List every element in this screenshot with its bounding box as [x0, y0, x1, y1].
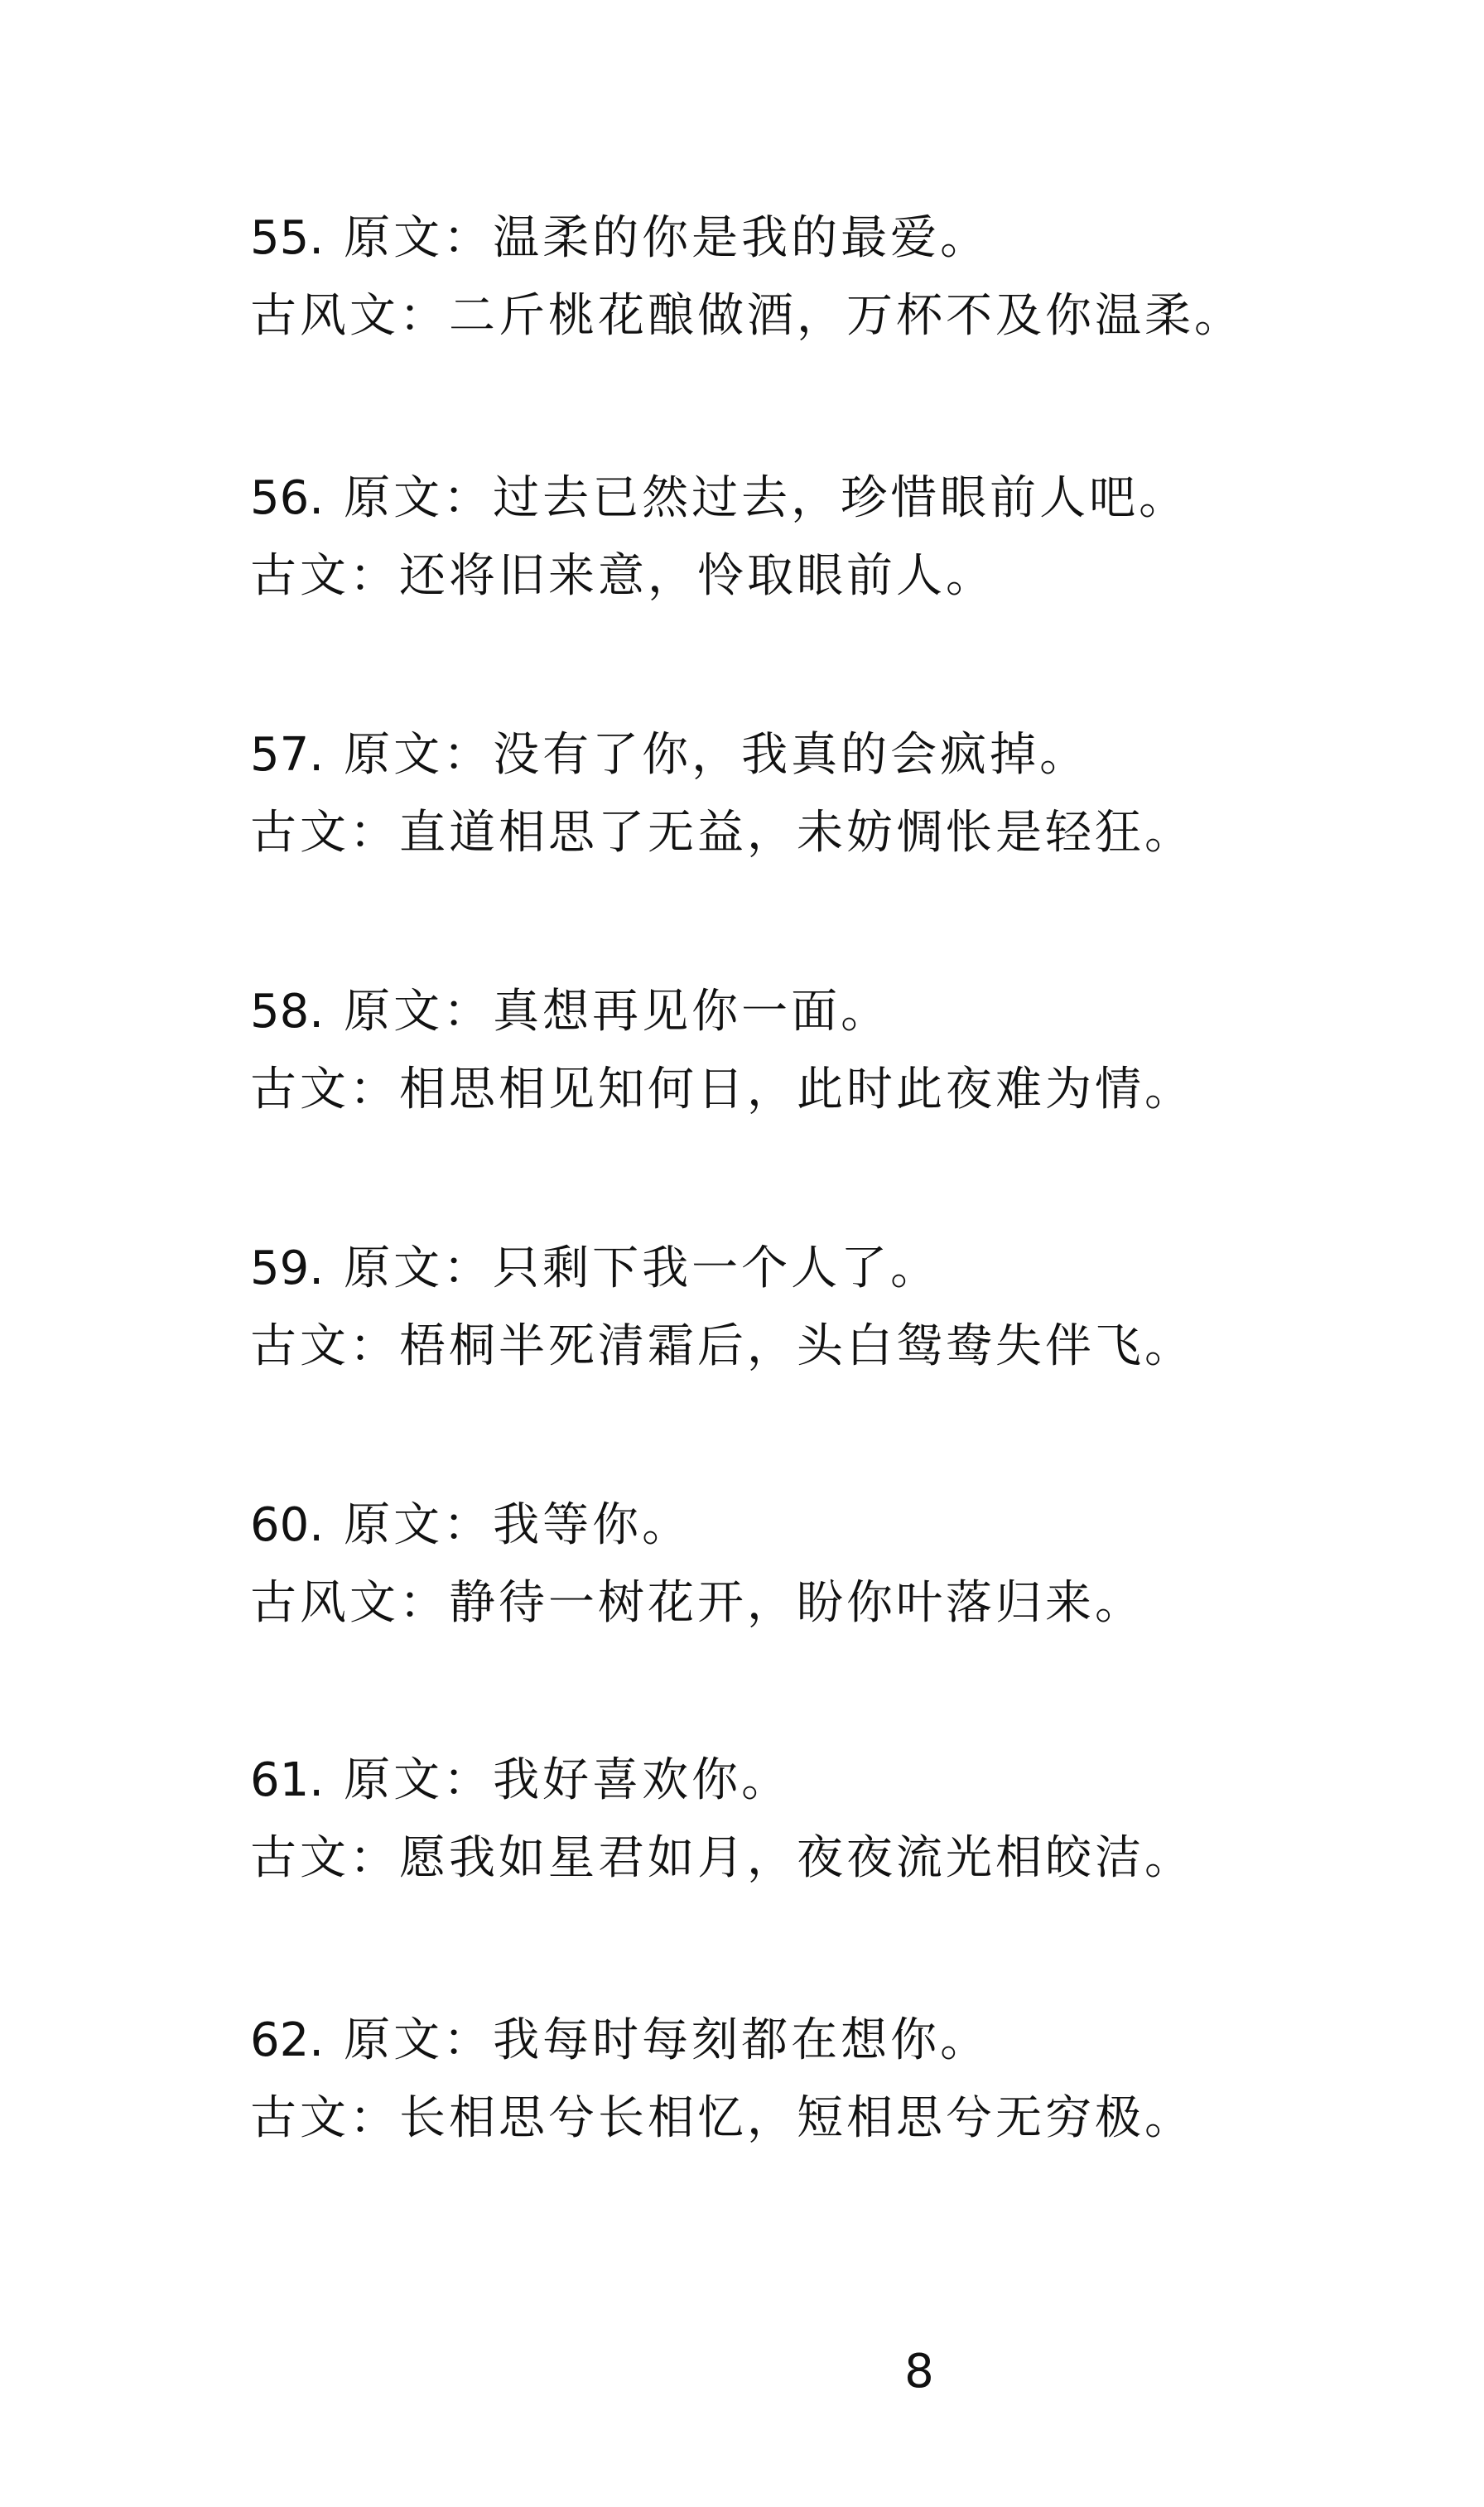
entry-number: 56.: [250, 471, 325, 525]
ancient-line: 古文：直道相思了无益，未妨惆怅是轻狂。: [250, 806, 1194, 860]
entry-number: 59.: [250, 1241, 325, 1295]
original-line: [250, 1751, 1443, 1810]
original-line: [250, 2011, 1443, 2071]
ancient-line: 古文：长相思兮长相忆，短相思兮无穷极。: [250, 2091, 1194, 2145]
entry-61: [250, 1751, 1443, 1888]
original-line: [250, 209, 1443, 268]
entry-62: [250, 2011, 1443, 2148]
ancient-line: 古文：梧桐半死清霜后，头白鸳鸯失伴飞。: [250, 1319, 1194, 1373]
entry-56: [250, 469, 1443, 606]
entry-60: [250, 1496, 1443, 1633]
original-text: 原文：只剩下我一个人了。: [344, 1241, 941, 1295]
ancient-line: 古文：还将旧来意，怜取眼前人。: [250, 549, 995, 603]
entry-number: 60.: [250, 1498, 325, 1552]
original-line: [250, 1496, 1443, 1555]
original-line: [250, 1239, 1443, 1299]
original-text: 原文：我好喜欢你。: [344, 1753, 792, 1807]
entry-number: 55.: [250, 211, 325, 265]
original-line: [250, 726, 1443, 785]
original-text: 原文：过去已然过去，珍惜眼前人吧。: [344, 471, 1189, 525]
original-text: 原文：我每时每刻都在想你。: [344, 2013, 990, 2067]
entry-58: [250, 982, 1443, 1120]
original-line: [250, 982, 1443, 1042]
ancient-line: 古文：相思相见知何日，此时此夜难为情。: [250, 1063, 1194, 1116]
original-line: [250, 469, 1443, 528]
original-text: 原文：没有了你，我真的会疯掉。: [344, 728, 1090, 782]
entry-number: 62.: [250, 2013, 325, 2067]
ancient-line: 古风文：二斤桃花酿做酒，万杯不及你温柔。: [250, 289, 1244, 343]
original-text: 原文：真想再见你一面。: [344, 985, 891, 1039]
entry-number: 61.: [250, 1753, 325, 1807]
ancient-line: 古文：愿我如星君如月，夜夜流光相皎洁。: [250, 1831, 1194, 1885]
entry-57: [250, 726, 1443, 863]
original-text: 原文：温柔的你是我的最爱。: [344, 211, 990, 265]
entry-number: 58.: [250, 985, 325, 1039]
entry-55: [250, 209, 1443, 346]
entry-59: [250, 1239, 1443, 1376]
page-number: 8: [904, 2345, 934, 2399]
original-text: 原文：我等你。: [344, 1498, 692, 1552]
entry-number: 57.: [250, 728, 325, 782]
ancient-line: 古风文：静待一树花开，盼你叶落归来。: [250, 1576, 1144, 1630]
